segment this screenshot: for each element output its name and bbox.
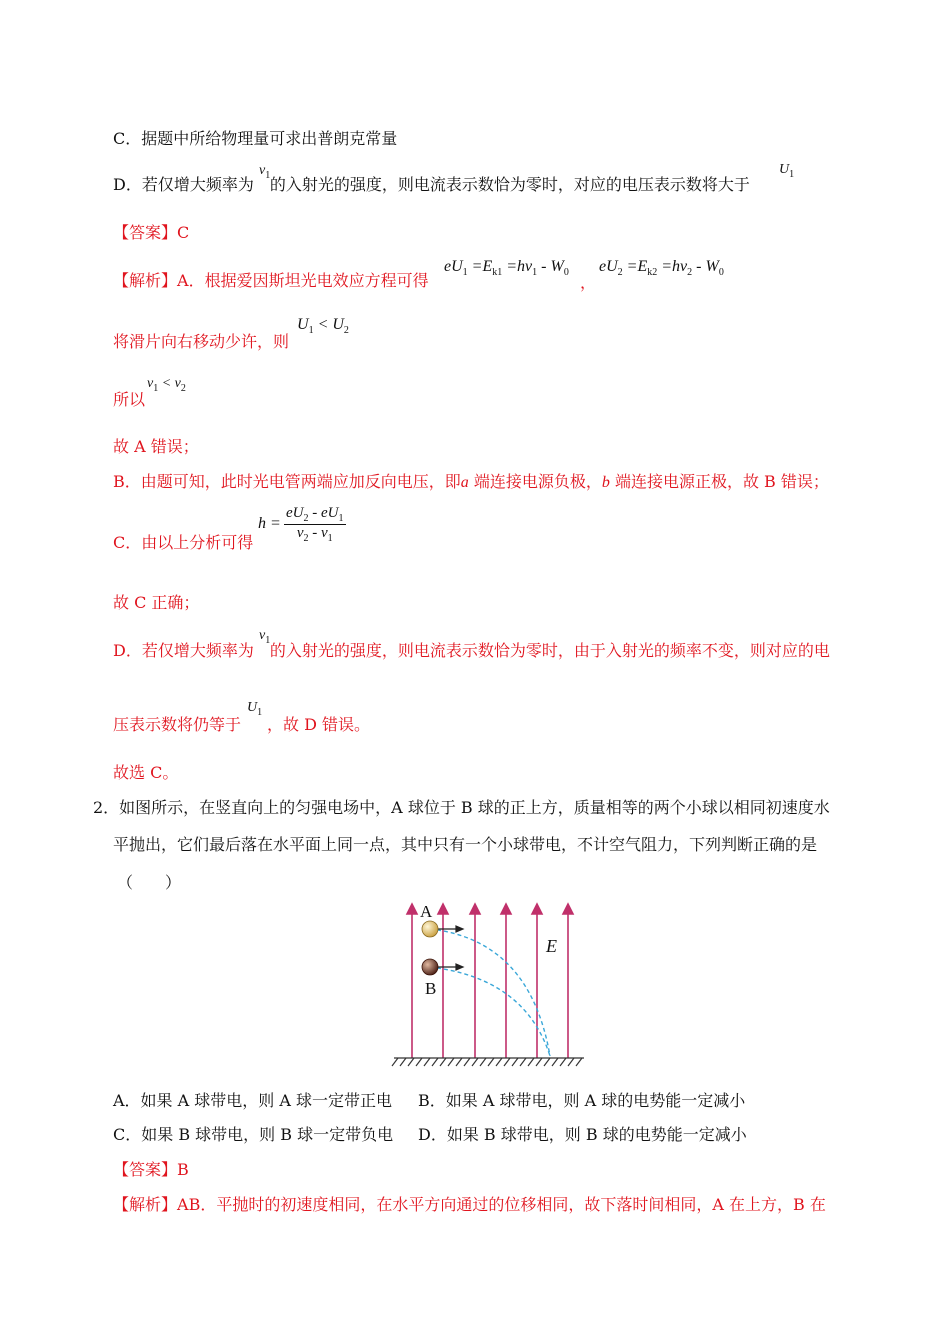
math-U1-a: $U_1$ [779, 162, 795, 180]
analysis-2 [113, 1194, 826, 1216]
math-photoelectric-eq-1: $eU_1 =E_{k1} =h\nu_1 - W_0$ [444, 258, 569, 279]
analysis-a-text: A．根据爱因斯坦光电效应方程可得 [177, 271, 429, 290]
math-nu1-lt-nu2: $\nu_1 < \nu_2$ [147, 376, 186, 394]
analysis-a [113, 270, 429, 292]
math-U1-lt-U2: $U_1 < U_2$ [297, 316, 349, 337]
option-d: D．如果 B 球带电，则 B 球的电势能一定减小 [418, 1125, 747, 1144]
c-analysis: C．由以上分析可得 [113, 533, 254, 552]
option-b: B．如果 A 球带电，则 A 球的电势能一定减小 [418, 1091, 746, 1110]
c-correct: 故 C 正确； [113, 593, 200, 612]
option-d-prev [113, 174, 750, 196]
ball-b [422, 959, 438, 975]
question-2-line1: 2．如图所示，在竖直向上的匀强电场中，A 球位于 B 球的正上方，质量相等的两个小球以相同初速度水 [93, 798, 830, 817]
option-a: A．如果 A 球带电，则 A 球一定带正电 [113, 1091, 393, 1110]
option-d-prev-part2: 的入射光的强度，则电流表示数恰为零时，对应的电压表示数将大于 [269, 175, 750, 194]
question-2-paren: （ ） [117, 873, 182, 892]
electric-field-figure [390, 900, 590, 1068]
math-h-eq: h = [258, 515, 281, 532]
option-c-prev: C．据题中所给物理量可求出普朗克常量 [113, 129, 398, 148]
trajectory-b [430, 967, 550, 1056]
trajectory-a [430, 929, 550, 1056]
option-d-prev-part1: D．若仅增大频率为 [113, 175, 254, 194]
answer-1: 【答案】C [113, 223, 190, 242]
label-e: E [546, 936, 557, 956]
label-a: A [420, 902, 433, 921]
math-nu1-a: $\nu_1$ [259, 163, 271, 181]
d-analysis: D．若仅增大频率为 的入射光的强度，则电流表示数恰为零时，由于入射光的频率不变，则对应的电 [113, 641, 830, 660]
analysis-comma: ， [580, 273, 597, 292]
math-nu1-b: $\nu_1$ [259, 628, 271, 646]
math-U1-b: $U_1$ [247, 700, 263, 718]
slide-text: 将滑片向右移动少许，则 [113, 332, 290, 351]
analysis-label: 【解析】 [113, 271, 178, 290]
ground [392, 1058, 584, 1066]
ball-a [422, 921, 438, 937]
label-b: B [425, 979, 437, 998]
analysis-2-text: AB．平抛时的初速度相同，在水平方向通过的位移相同，故下落时间相同，A 在上方，B 在 [177, 1195, 826, 1214]
choose-c: 故选 C。 [113, 763, 179, 782]
math-h-fraction: $\frac{eU_2 - eU_1}{\nu_2 - \nu_1}$ [286, 505, 344, 544]
answer-2: 【答案】B [113, 1160, 189, 1179]
analysis-2-label: 【解析】 [113, 1195, 178, 1214]
a-wrong: 故 A 错误； [113, 437, 199, 456]
math-photoelectric-eq-2: $eU_2 =E_{k2} =h\nu_2 - W_0$ [599, 258, 724, 279]
question-2-line2: 平抛出，它们最后落在水平面上同一点，其中只有一个小球带电，不计空气阻力，下列判断正确的是 [113, 835, 818, 854]
so-text: 所以 [113, 390, 146, 409]
d-analysis-cont: 压表示数将仍等于 ，故 D 错误。 [113, 715, 371, 734]
b-analysis: B．由题可知，此时光电管两端应加反向电压，即a 端连接电源负极，b 端连接电源正极，故 B 错误； [113, 472, 829, 491]
option-c: C．如果 B 球带电，则 B 球一定带负电 [113, 1125, 394, 1144]
